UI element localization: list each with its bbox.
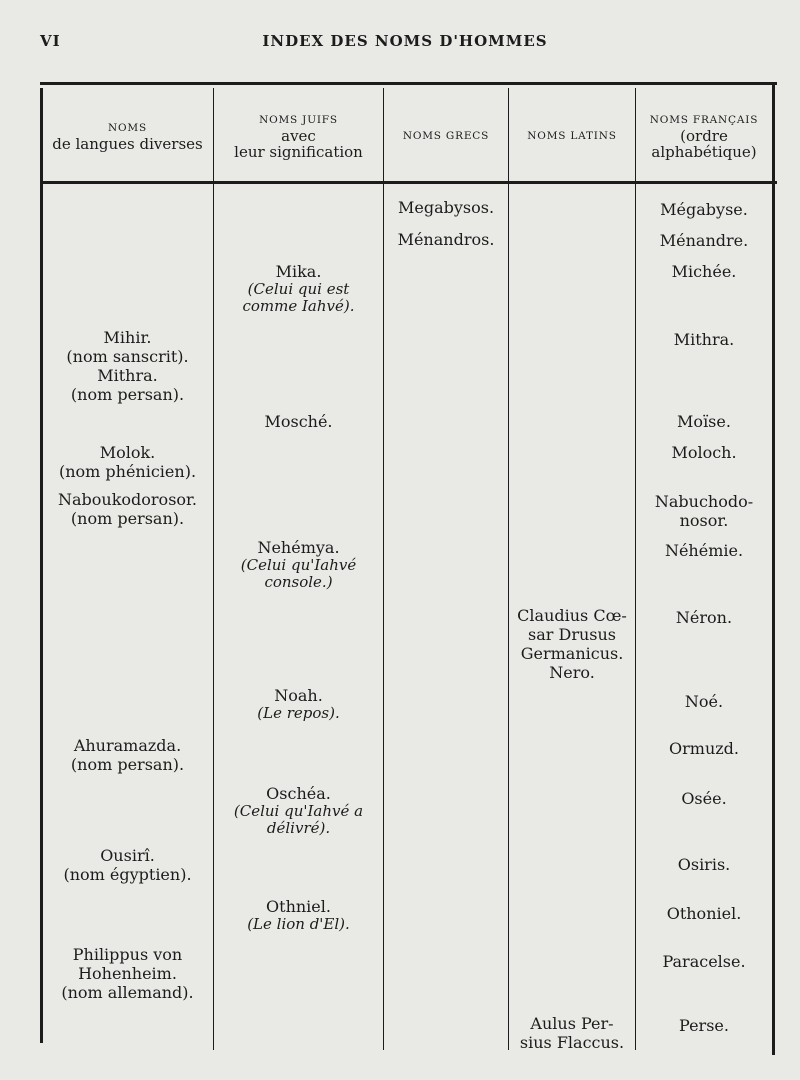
name: Germanicus.	[520, 644, 624, 663]
entry-molok	[42, 443, 213, 481]
column-header-caps: NOMS JUIFS	[259, 114, 338, 126]
name: Ménandre.	[659, 231, 749, 250]
name: Mosché.	[264, 412, 333, 431]
name: Moloch.	[671, 443, 737, 462]
note: (nom persan).	[70, 385, 185, 404]
column-divider-right	[772, 85, 775, 1055]
name: Molok.	[99, 443, 156, 462]
name: Osiris.	[677, 855, 731, 874]
entry-fr-osee	[636, 789, 772, 808]
entry-aulus	[509, 1014, 635, 1052]
entry-philippus	[42, 945, 213, 1002]
name: Ahuramazda.	[73, 736, 182, 755]
signification: (Celui qui est	[247, 280, 350, 298]
column-header-caps: NOMS FRANÇAIS	[649, 114, 759, 126]
name: Moïse.	[677, 412, 731, 431]
note: (nom sanscrit).	[66, 347, 189, 366]
page-number: VI	[40, 32, 61, 50]
name: Michée.	[671, 262, 737, 281]
entry-fr-megabyse	[636, 200, 772, 219]
column-divider-3	[508, 88, 509, 1050]
name: Mihir.	[103, 328, 152, 347]
page-header	[0, 30, 800, 54]
entry-fr-ormuzd	[636, 739, 772, 758]
entry-fr-osiris	[636, 855, 772, 874]
table-header-rule	[40, 181, 777, 184]
column-header-langues	[42, 96, 213, 176]
entry-fr-perse	[636, 1016, 772, 1035]
name: Hohenheim.	[78, 964, 177, 983]
entry-fr-nehemie	[636, 541, 772, 560]
entry-fr-michee	[636, 262, 772, 281]
note: (nom égyptien).	[63, 865, 192, 884]
entry-nehemya	[214, 538, 383, 591]
column-header-text: alphabétique)	[651, 143, 757, 161]
entry-oschea	[214, 784, 383, 837]
name: Oschéa.	[266, 784, 331, 803]
name: Ormuzd.	[669, 739, 739, 758]
entry-othniel	[214, 897, 383, 933]
name: Mithra.	[97, 366, 158, 385]
column-header-latins	[509, 96, 635, 176]
name: Ousirî.	[100, 846, 155, 865]
signification: console.)	[264, 573, 333, 591]
column-header-text: leur signification	[234, 143, 363, 161]
note: (nom persan).	[70, 755, 185, 774]
page-title: INDEX DES NOMS D'HOMMES	[262, 32, 548, 50]
entry-mika	[214, 262, 383, 315]
entry-ousiri	[42, 846, 213, 884]
entry-fr-moloch	[636, 443, 772, 462]
column-divider-left	[40, 88, 43, 1043]
name: Megabysos.	[397, 198, 495, 217]
name: Néron.	[675, 608, 733, 627]
entry-menandros	[384, 230, 508, 249]
name: Noé.	[684, 692, 724, 711]
entry-fr-moise	[636, 412, 772, 431]
entry-fr-nabuchodonosor	[636, 492, 772, 530]
name: Nero.	[549, 663, 595, 682]
entry-fr-neron	[636, 608, 772, 627]
signification: comme Iahvé).	[242, 297, 355, 315]
entry-fr-menandre	[636, 231, 772, 250]
table-top-rule	[40, 82, 777, 85]
column-header-caps: NOMS LATINS	[527, 130, 617, 142]
name: Mithra.	[673, 330, 735, 349]
entry-fr-paracelse	[636, 952, 772, 971]
name: Ménandros.	[397, 230, 495, 249]
note: (nom persan).	[70, 509, 185, 528]
name: Nehémya.	[257, 538, 340, 557]
name: Othniel.	[266, 897, 331, 916]
name: Othoniel.	[666, 904, 742, 923]
entry-megabysos	[384, 198, 508, 217]
entry-fr-mithra	[636, 330, 772, 349]
name: Néhémie.	[664, 541, 744, 560]
name: Philippus von	[72, 945, 183, 964]
entry-ahuramazda	[42, 736, 213, 774]
name: nosor.	[679, 511, 729, 530]
entry-mosche	[214, 412, 383, 431]
name: Naboukodorosor.	[57, 490, 198, 509]
signification: (Le repos).	[257, 704, 340, 722]
column-header-francais	[636, 96, 772, 176]
signification: délivré).	[266, 819, 331, 837]
column-header-text: de langues diverses	[52, 135, 203, 153]
signification: (Le lion d'El).	[247, 915, 350, 933]
entry-mihir	[42, 328, 213, 404]
name: Nabuchodo-	[654, 492, 754, 511]
name: Mégabyse.	[660, 200, 748, 219]
column-header-grecs	[384, 96, 508, 176]
entry-noah	[214, 686, 383, 722]
name: sar Drusus	[528, 625, 616, 644]
column-header-text: avec	[281, 127, 316, 145]
signification: (Celui qu'Iahvé	[240, 556, 357, 574]
name: Perse.	[679, 1016, 729, 1035]
entry-claudius	[509, 606, 635, 682]
entry-fr-noe	[636, 692, 772, 711]
column-header-text: (ordre	[680, 127, 728, 145]
column-header-caps: NOMS GRECS	[402, 130, 490, 142]
column-header-juifs	[214, 96, 383, 176]
name: Claudius Cœ-	[517, 606, 627, 625]
note: (nom allemand).	[61, 983, 194, 1002]
name: Aulus Per-	[530, 1014, 614, 1033]
note: (nom phénicien).	[58, 462, 197, 481]
signification: (Celui qu'Iahvé a	[233, 802, 364, 820]
name: sius Flaccus.	[519, 1033, 625, 1052]
name: Paracelse.	[662, 952, 746, 971]
entry-naboukodorosor	[42, 490, 213, 528]
name: Noah.	[274, 686, 323, 705]
name: Osée.	[681, 789, 727, 808]
entry-fr-othoniel	[636, 904, 772, 923]
name: Mika.	[275, 262, 322, 281]
column-header-caps: NOMS	[108, 122, 147, 134]
